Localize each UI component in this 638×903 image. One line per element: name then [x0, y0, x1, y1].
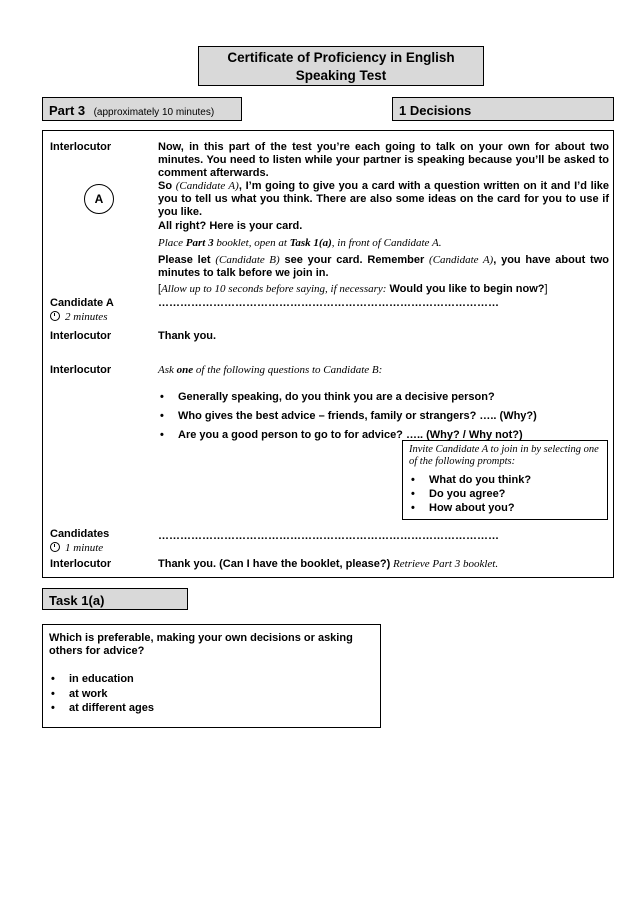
- response-dots-2: …………………………………………………………………………………: [158, 530, 499, 542]
- prompt-list: [409, 473, 601, 515]
- title-line-2: Speaking Test: [295, 68, 387, 83]
- task-item: • in education: [49, 672, 374, 687]
- interlocutor-label-1: Interlocutor: [50, 141, 112, 153]
- thank-you: Thank you.: [158, 330, 217, 342]
- closing-line: Thank you. (Can I have the booklet, please?) Retrieve Part 3 booklet.: [158, 558, 499, 570]
- task-item: • at different ages: [49, 701, 374, 716]
- candidate-a-time-row: [50, 311, 107, 323]
- here-is-card: All right? Here is your card.: [158, 220, 303, 232]
- decisions-cell: [392, 97, 614, 121]
- task-card: [42, 624, 381, 728]
- question-list: [158, 391, 609, 442]
- prompts-box: [402, 440, 608, 520]
- place-booklet-instruction: Place Part 3 booklet, open at Task 1(a), in front of Candidate A.: [158, 237, 442, 249]
- question-item: • Are you a good person to go to for advice? ….. (Why? / Why not?): [158, 429, 609, 442]
- response-dots-1: …………………………………………………………………………………: [158, 297, 499, 309]
- prompt-item: • Do you agree?: [409, 487, 601, 501]
- ask-instruction: Ask one of the following questions to Candidate B:: [158, 364, 383, 376]
- invite-instruction: Invite Candidate A to join in by selecting one of the following prompts:: [409, 444, 599, 467]
- interlocutor-label-2: Interlocutor: [50, 330, 112, 342]
- question-item: • Who gives the best advice – friends, family or strangers? ….. (Why?): [158, 410, 609, 423]
- card-paragraph: So (Candidate A), I’m going to give you a card with a question written on it and I’d like you to tell us what you think. There are also some ideas on the card for you to use if you like.: [158, 180, 609, 218]
- task-item: • at work: [49, 687, 374, 702]
- task-label: Task 1(a): [49, 593, 105, 608]
- prompt-item: • What do you think?: [409, 473, 601, 487]
- task-items: [49, 672, 374, 716]
- part-label: Part 3: [49, 103, 86, 118]
- candidate-a-circle: A: [84, 184, 114, 214]
- candidate-a-label: Candidate A: [50, 297, 114, 309]
- clock-icon: [50, 542, 60, 552]
- candidates-time: 1 minute: [65, 542, 104, 554]
- intro-paragraph: Now, in this part of the test you’re each going to talk on your own for about two minutes. You need to listen while your partner is speaking because you’ll be asked to comment afterwards.: [158, 141, 609, 179]
- test-title: [198, 46, 484, 86]
- let-see-card-paragraph: Please let (Candidate B) see your card. Remember (Candidate A), you have about two minutes to talk before we join in.: [158, 254, 609, 279]
- part-duration: (approximately 10 minutes): [93, 107, 215, 118]
- prompt-item: • How about you?: [409, 501, 601, 515]
- question-item: • Generally speaking, do you think you are a decisive person?: [158, 391, 609, 404]
- task-question: Which is preferable, making your own decisions or asking others for advice?: [49, 632, 353, 657]
- title-line-1: Certificate of Proficiency in English: [227, 50, 455, 65]
- candidates-label: Candidates: [50, 528, 110, 540]
- candidates-time-row: [50, 542, 103, 554]
- task-header: [42, 588, 188, 610]
- interlocutor-label-4: Interlocutor: [50, 558, 112, 570]
- interlocutor-label-3: Interlocutor: [50, 364, 112, 376]
- part-label-cell: [42, 97, 242, 121]
- candidate-a-time: 2 minutes: [65, 311, 108, 323]
- decisions-label: 1 Decisions: [399, 103, 472, 118]
- part-header: [42, 97, 614, 121]
- allow-instruction: [Allow up to 10 seconds before saying, if necessary: Would you like to begin now?]: [158, 283, 548, 295]
- clock-icon: [50, 311, 60, 321]
